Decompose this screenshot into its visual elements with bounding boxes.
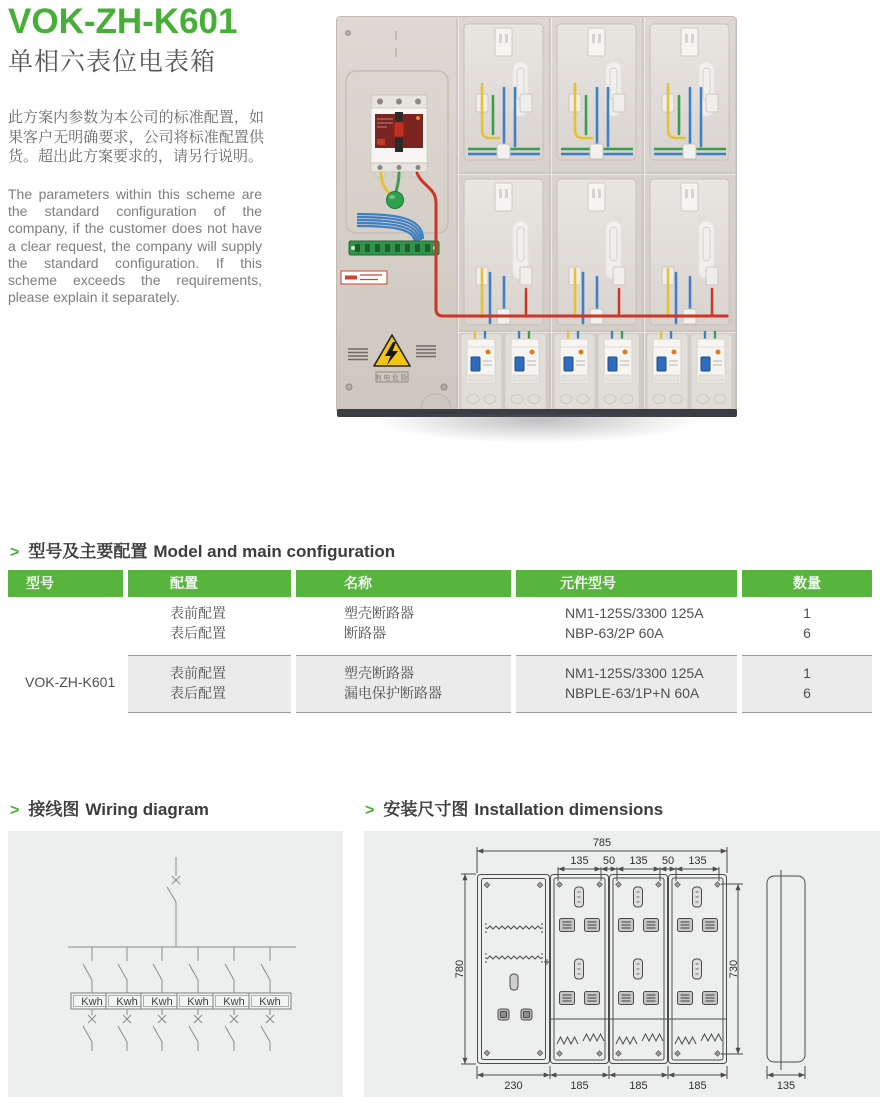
front-view (478, 875, 727, 1064)
photo-drop-shadow (315, 414, 761, 474)
config-table (8, 570, 872, 713)
dim-gap: 50 (602, 855, 616, 867)
config-table-header-row (8, 570, 872, 597)
neutral-terminal-strip (349, 241, 439, 255)
dim-height-left: 780 (454, 959, 466, 979)
col-header-qty: 数量 (742, 570, 872, 597)
product-subtitle-zh: 单相六表位电表箱 (8, 48, 217, 76)
dim-gap: 50 (661, 855, 675, 867)
incoming-breaker-symbol (68, 857, 296, 947)
cell-qty: 1 (803, 665, 811, 681)
kwh-meter-symbol: Kwh (116, 996, 138, 1008)
side-view (767, 870, 805, 1070)
kwh-meter-symbol: Kwh (259, 996, 281, 1008)
cell-qty: 1 (803, 605, 811, 621)
meter-branches (71, 947, 291, 1051)
dim-panel-width: 185 (629, 1080, 648, 1092)
installation-drawing (364, 831, 880, 1097)
config-group-1 (8, 597, 872, 655)
cell-config: 表前配置 (170, 665, 226, 681)
section-title-install-en: Installation dimensions (474, 800, 664, 819)
installation-dimensions-panel (364, 831, 880, 1097)
dim-panel-width: 230 (504, 1080, 523, 1092)
intro-paragraph-zh: 此方案内参数为本公司的标准配置，如果客户无明确要求，公司将标准配置供货。超出此方案要求的，请另行说明。 (8, 109, 264, 165)
dim-panel-width: 185 (688, 1080, 707, 1092)
meter-box-photo (335, 15, 740, 417)
model-cell: VOK-ZH-K601 (25, 674, 116, 690)
page-title: VOK-ZH-K601 (8, 2, 238, 41)
dimension-labels (454, 837, 795, 1092)
dim-overall-width: 785 (592, 837, 612, 849)
section-title-config-zh: 型号及主要配置 (28, 542, 148, 561)
cell-name: 断路器 (344, 624, 386, 641)
section-title-install-zh: 安装尺寸图 (383, 800, 469, 819)
intro-paragraph-en: The parameters within this scheme are the standard configuration of the company, if the customer does not have a clear request, the company will supply the standard configuration. If this scheme exceeds the requirements, please explain it separately. (8, 186, 262, 306)
dim-meter-spacing: 135 (688, 855, 707, 867)
dim-panel-width: 185 (570, 1080, 589, 1092)
section-arrow-icon: > (10, 544, 20, 561)
cell-config: 表前配置 (170, 605, 226, 621)
wiring-diagram-panel (8, 831, 343, 1097)
section-title-wiring-en: Wiring diagram (85, 800, 209, 819)
cell-part: NM1-125S/3300 125A (565, 665, 704, 681)
cell-part: NBP-63/2P 60A (565, 624, 664, 641)
cell-qty: 6 (803, 624, 811, 641)
dim-side-depth: 135 (776, 1080, 796, 1092)
col-header-part: 元件型号 (516, 570, 737, 597)
section-title-install (365, 795, 663, 820)
cell-part: NM1-125S/3300 125A (565, 605, 704, 621)
main-circuit-breaker (371, 95, 427, 177)
product-photo (335, 15, 740, 417)
config-group-2 (8, 655, 872, 713)
section-title-wiring-zh: 接线图 (28, 800, 80, 819)
dim-height-right: 730 (728, 959, 740, 979)
grounding-knob (387, 192, 404, 209)
meter-compartments-row2 (464, 179, 729, 325)
brand-sticker (341, 271, 387, 284)
col-header-config: 配置 (128, 570, 291, 597)
section-title-config-en: Model and main configuration (153, 542, 396, 561)
cell-qty: 6 (803, 684, 811, 701)
cell-part: NBPLE-63/1P+N 60A (565, 684, 700, 701)
cell-name: 塑壳断路器 (344, 605, 414, 621)
col-header-name: 名称 (296, 570, 511, 597)
section-arrow-icon: > (10, 802, 20, 819)
meter-compartments-row1 (464, 24, 729, 160)
kwh-meter-symbol: Kwh (81, 996, 103, 1008)
cell-name: 塑壳断路器 (344, 665, 414, 681)
cell-config: 表后配置 (170, 684, 226, 701)
cell-config: 表后配置 (170, 624, 226, 641)
section-arrow-icon: > (365, 802, 375, 819)
section-title-wiring (10, 795, 209, 820)
col-header-model: 型号 (8, 570, 123, 597)
warning-label: 有电危险 (375, 375, 409, 382)
cell-name: 漏电保护断路器 (344, 684, 442, 701)
dim-meter-spacing: 135 (629, 855, 648, 867)
kwh-meter-symbol: Kwh (151, 996, 173, 1008)
section-title-config (10, 537, 395, 562)
kwh-meter-symbol: Kwh (223, 996, 245, 1008)
dim-meter-spacing: 135 (570, 855, 589, 867)
kwh-meter-symbol: Kwh (187, 996, 209, 1008)
wiring-diagram (8, 831, 343, 1097)
